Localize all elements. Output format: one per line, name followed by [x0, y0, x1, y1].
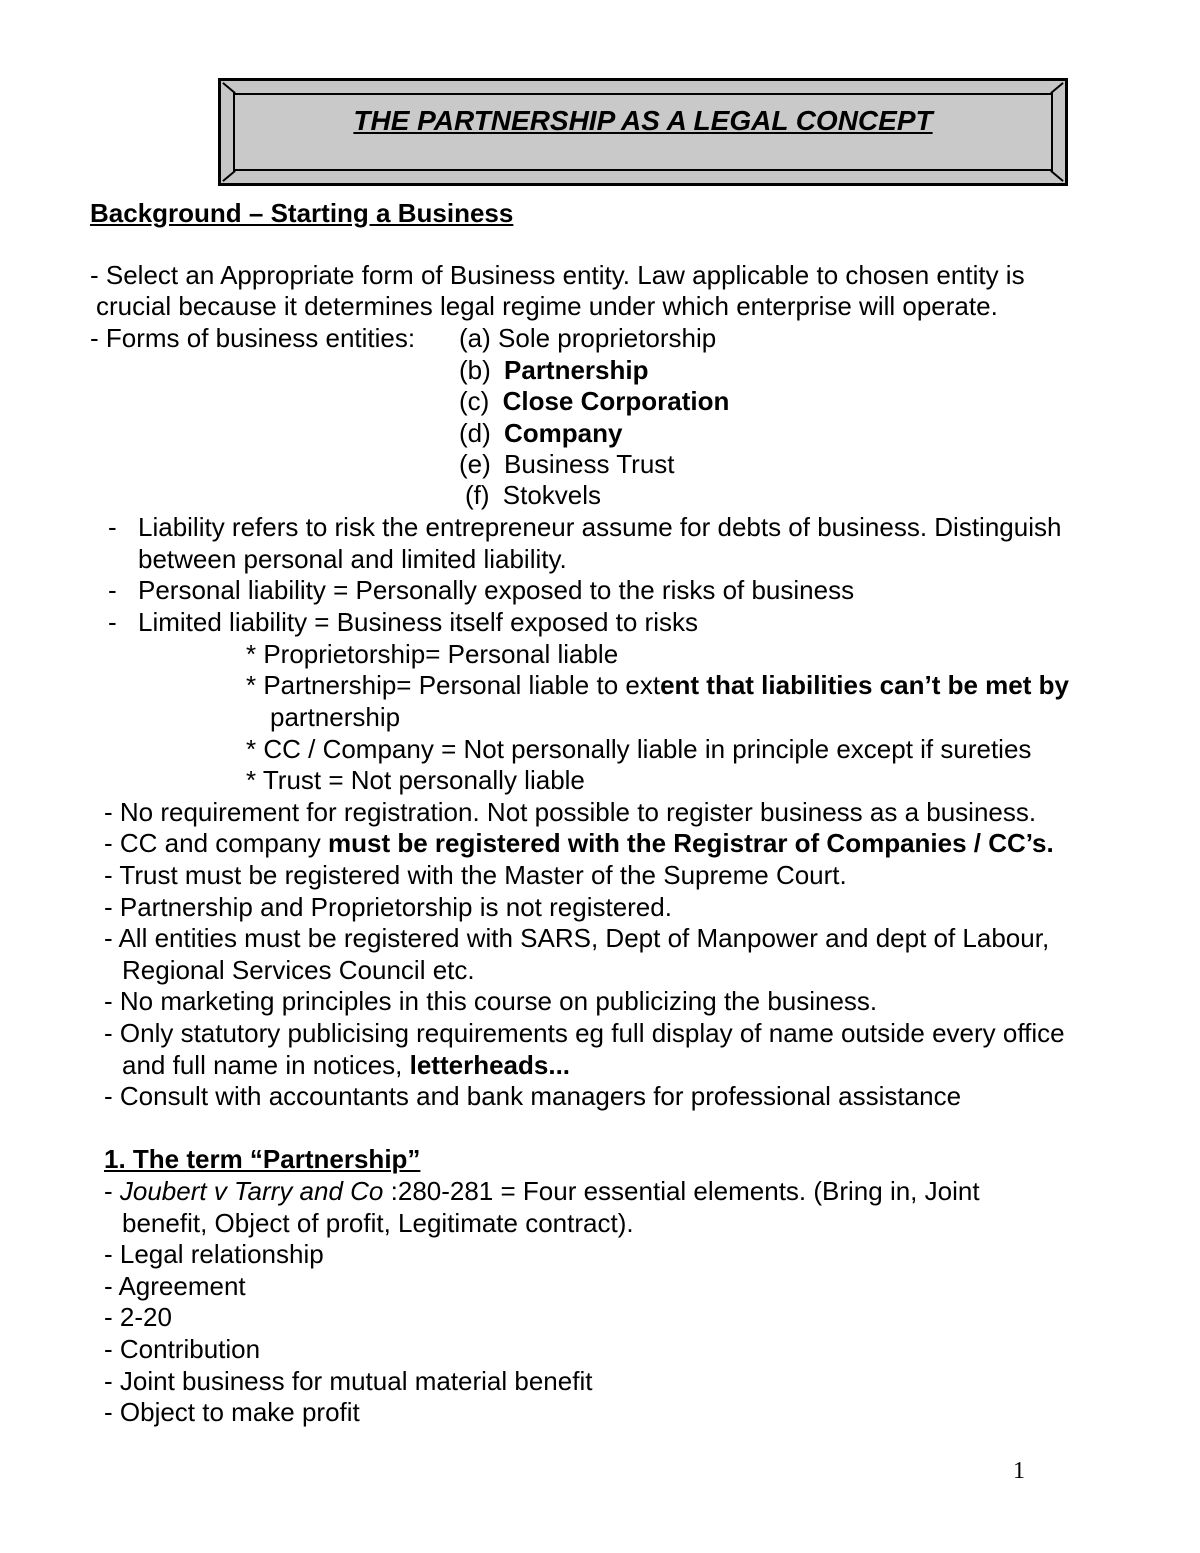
reg-line-4: - Partnership and Proprietorship is not registered.	[104, 892, 672, 922]
form-item-name: Stokvels	[502, 480, 602, 510]
reg-line-7b	[122, 1050, 570, 1080]
title-box	[218, 78, 1068, 186]
form-item-name: Company	[504, 418, 623, 448]
dash-marker: -	[108, 607, 117, 637]
form-item-label: (c)	[459, 386, 490, 416]
star-line-2-text: * Partnership= Personal liable to ext	[246, 670, 661, 700]
form-item	[459, 323, 716, 353]
reg-line-2-text: - CC and company	[104, 828, 321, 858]
element-item: - Contribution	[104, 1334, 261, 1364]
reg-line-3: - Trust must be registered with the Master of the Supreme Court.	[104, 860, 847, 890]
form-item-label: (a)	[459, 323, 491, 353]
reg-line-2-bold: must be registered with the Registrar of Companies / CC’s.	[320, 828, 1054, 858]
dash-marker: -	[108, 512, 117, 542]
form-item-label: (e)	[459, 449, 491, 479]
element-item: - Object to make profit	[104, 1397, 360, 1427]
liability-line-1a: Liability refers to risk the entrepreneur assume for debts of business. Distinguish	[138, 512, 1062, 542]
bevel-corner	[222, 82, 236, 94]
form-item	[465, 480, 601, 510]
star-line-1: * Proprietorship= Personal liable	[246, 639, 619, 669]
reg-line-7b-text: and full name in notices,	[122, 1050, 410, 1080]
star-line-2c: partnership	[270, 702, 401, 732]
element-item: - 2-20	[104, 1302, 172, 1332]
intro-line-1: - Select an Appropriate form of Business entity. Law applicable to chosen entity is	[90, 260, 1025, 290]
case-rest: :280-281 = Four essential elements. (Bring in, Joint	[383, 1176, 980, 1206]
bevel-corner	[1050, 170, 1064, 182]
form-item	[459, 449, 675, 479]
form-item-label: (d)	[459, 418, 491, 448]
reg-line-8: - Consult with accountants and bank managers for professional assistance	[104, 1081, 962, 1111]
case-name: Joubert v Tarry and Co	[119, 1176, 384, 1206]
form-item-name: Sole proprietorship	[498, 323, 717, 353]
bevel-corner	[222, 170, 236, 182]
star-line-2	[246, 670, 1069, 700]
page-title: THE PARTNERSHIP AS A LEGAL CONCEPT	[353, 105, 933, 136]
reg-line-5a: - All entities must be registered with SARS, Dept of Manpower and dept of Labour,	[104, 923, 1050, 953]
form-item	[459, 355, 649, 385]
star-line-2-bold: ent that liabilities can’t be met by	[660, 670, 1069, 700]
forms-label: - Forms of business entities:	[90, 323, 416, 353]
star-line-3: * CC / Company = Not personally liable in principle except if sureties	[246, 734, 1032, 764]
form-item-name: Business Trust	[504, 449, 675, 479]
element-item: - Joint business for mutual material benefit	[104, 1366, 593, 1396]
form-item-name: Partnership	[504, 355, 649, 385]
dash-marker: -	[108, 575, 117, 605]
intro-line-2: crucial because it determines legal regime under which enterprise will operate.	[96, 291, 998, 321]
form-item-label: (b)	[459, 355, 491, 385]
element-item: - Agreement	[104, 1271, 246, 1301]
element-item: - Legal relationship	[104, 1239, 324, 1269]
form-item-name: Close Corporation	[502, 386, 730, 416]
form-item	[459, 386, 729, 416]
page-number: 1	[1013, 1458, 1025, 1484]
liability-line-3: Limited liability = Business itself exposed to risks	[138, 607, 698, 637]
reg-line-7b-bold: letterheads...	[409, 1050, 571, 1080]
section-heading-term: 1. The term “Partnership”	[104, 1144, 421, 1174]
case-line-cont: benefit, Object of profit, Legitimate contract).	[122, 1208, 634, 1238]
star-line-4: * Trust = Not personally liable	[246, 765, 585, 795]
form-item-label: (f)	[465, 480, 490, 510]
reg-line-7a: - Only statutory publicising requirements eg full display of name outside every office	[104, 1018, 1065, 1048]
reg-line-5b: Regional Services Council etc.	[122, 955, 475, 985]
form-item	[459, 418, 622, 448]
reg-line-6: - No marketing principles in this course on publicizing the business.	[104, 986, 878, 1016]
reg-line-1: - No requirement for registration. Not possible to register business as a business.	[104, 797, 1037, 827]
case-line	[104, 1176, 980, 1206]
liability-line-2: Personal liability = Personally exposed to the risks of business	[138, 575, 855, 605]
reg-line-2	[104, 828, 1054, 858]
case-prefix: -	[104, 1176, 120, 1206]
section-heading-background: Background – Starting a Business	[90, 198, 514, 228]
liability-line-1b: between personal and limited liability.	[138, 544, 567, 574]
bevel-corner	[1050, 82, 1064, 94]
